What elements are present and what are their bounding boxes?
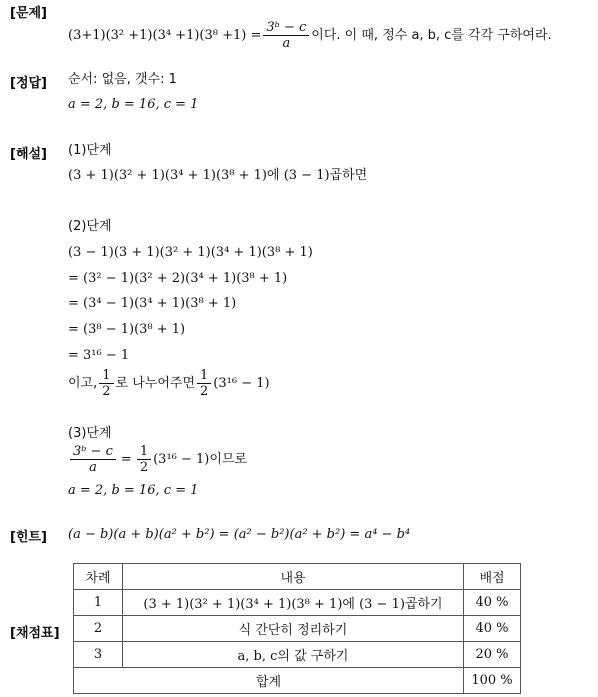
step2-conclusion [68, 368, 270, 399]
rubric-total-score: 100 % [464, 668, 521, 694]
rubric-row-content: (3 + 1)(3² + 1)(3⁴ + 1)(3⁸ + 1)에 (3 − 1)곱하기 [123, 590, 464, 616]
problem-frac-numerator: 3ᵇ − c [263, 20, 309, 36]
step2-title: (2)단계 [68, 219, 112, 234]
rubric-row-number: 3 [74, 642, 123, 668]
rubric-row-content: a, b, c의 값 구하기 [123, 642, 464, 668]
step2-frac2-denominator: 2 [200, 384, 209, 399]
problem-frac-denominator: a [282, 36, 291, 51]
step1-body: (3 + 1)(3² + 1)(3⁴ + 1)(3⁸ + 1)에 (3 − 1)곱하면 [68, 168, 368, 183]
step2-tail-b: 로 나누어주면 [115, 375, 196, 391]
rubric-row-number: 1 [74, 590, 123, 616]
step2-line: = 3¹⁶ − 1 [68, 348, 130, 363]
step3-equals: = [120, 451, 132, 467]
step2-frac-denominator: 2 [102, 384, 111, 399]
problem-lhs: (3+1)(3² +1)(3⁴ +1)(3⁸ +1) = [68, 27, 262, 43]
rubric-row-content: 식 간단히 정리하기 [123, 616, 464, 642]
step3-frac-numerator: 3ᵇ − c [70, 444, 116, 460]
rubric-total-label: 합계 [74, 668, 464, 694]
problem-statement [68, 20, 552, 51]
answer-label: [정답] [10, 76, 47, 91]
rubric-header-order: 차례 [74, 564, 123, 590]
rubric-row-score: 40 % [464, 590, 521, 616]
step2-line: = (3² − 1)(3² + 2)(3⁴ + 1)(3⁸ + 1) [68, 271, 288, 286]
step2-half-fraction-2 [197, 368, 211, 399]
step2-frac-numerator: 1 [99, 368, 113, 384]
hint-label: [힌트] [10, 530, 47, 545]
step3-frac2-numerator: 1 [137, 444, 151, 460]
rubric-table [73, 563, 521, 694]
solution-label: [해설] [10, 147, 47, 162]
step2-line: = (3⁸ − 1)(3⁸ + 1) [68, 322, 186, 337]
problem-tail: 이다. 이 때, 정수 a, b, c를 각각 구하여라. [311, 27, 552, 43]
rubric-header-row [74, 564, 521, 590]
step1-title: (1)단계 [68, 143, 112, 158]
step3-result: a = 2, b = 16, c = 1 [68, 483, 199, 498]
problem-label: [문제] [10, 6, 47, 21]
table-row [74, 642, 521, 668]
step2-line: (3 − 1)(3 + 1)(3² + 1)(3⁴ + 1)(3⁸ + 1) [68, 245, 313, 260]
step2-tail-a: 이고, [68, 375, 98, 391]
step2-half-fraction [99, 368, 113, 399]
answer-line-1: 순서: 없음, 갯수: 1 [68, 72, 177, 87]
hint-text: (a − b)(a + b)(a² + b²) = (a² − b²)(a² + b²) = a⁴ − b⁴ [68, 527, 411, 542]
step2-tail-c: (3¹⁶ − 1) [213, 375, 270, 391]
rubric-row-score: 20 % [464, 642, 521, 668]
answer-line-2: a = 2, b = 16, c = 1 [68, 97, 199, 112]
step3-fraction [70, 444, 116, 475]
step3-frac-denominator: a [89, 460, 97, 475]
rubric-row-number: 2 [74, 616, 123, 642]
step3-frac2-denominator: 2 [139, 460, 149, 475]
table-row [74, 590, 521, 616]
rubric-header-content: 내용 [123, 564, 464, 590]
step3-half-fraction [137, 444, 151, 475]
rubric-total-row [74, 668, 521, 694]
table-row [74, 616, 521, 642]
rubric-header-score: 배점 [464, 564, 521, 590]
step3-title: (3)단계 [68, 426, 112, 441]
problem-fraction [263, 20, 309, 51]
rubric-row-score: 40 % [464, 616, 521, 642]
step3-tail: (3¹⁶ − 1)이므로 [153, 451, 248, 467]
step2-frac2-numerator: 1 [197, 368, 211, 384]
step2-line: = (3⁴ − 1)(3⁴ + 1)(3⁸ + 1) [68, 296, 237, 311]
rubric-label: [채점표] [10, 626, 60, 641]
step3-equation [68, 444, 247, 475]
